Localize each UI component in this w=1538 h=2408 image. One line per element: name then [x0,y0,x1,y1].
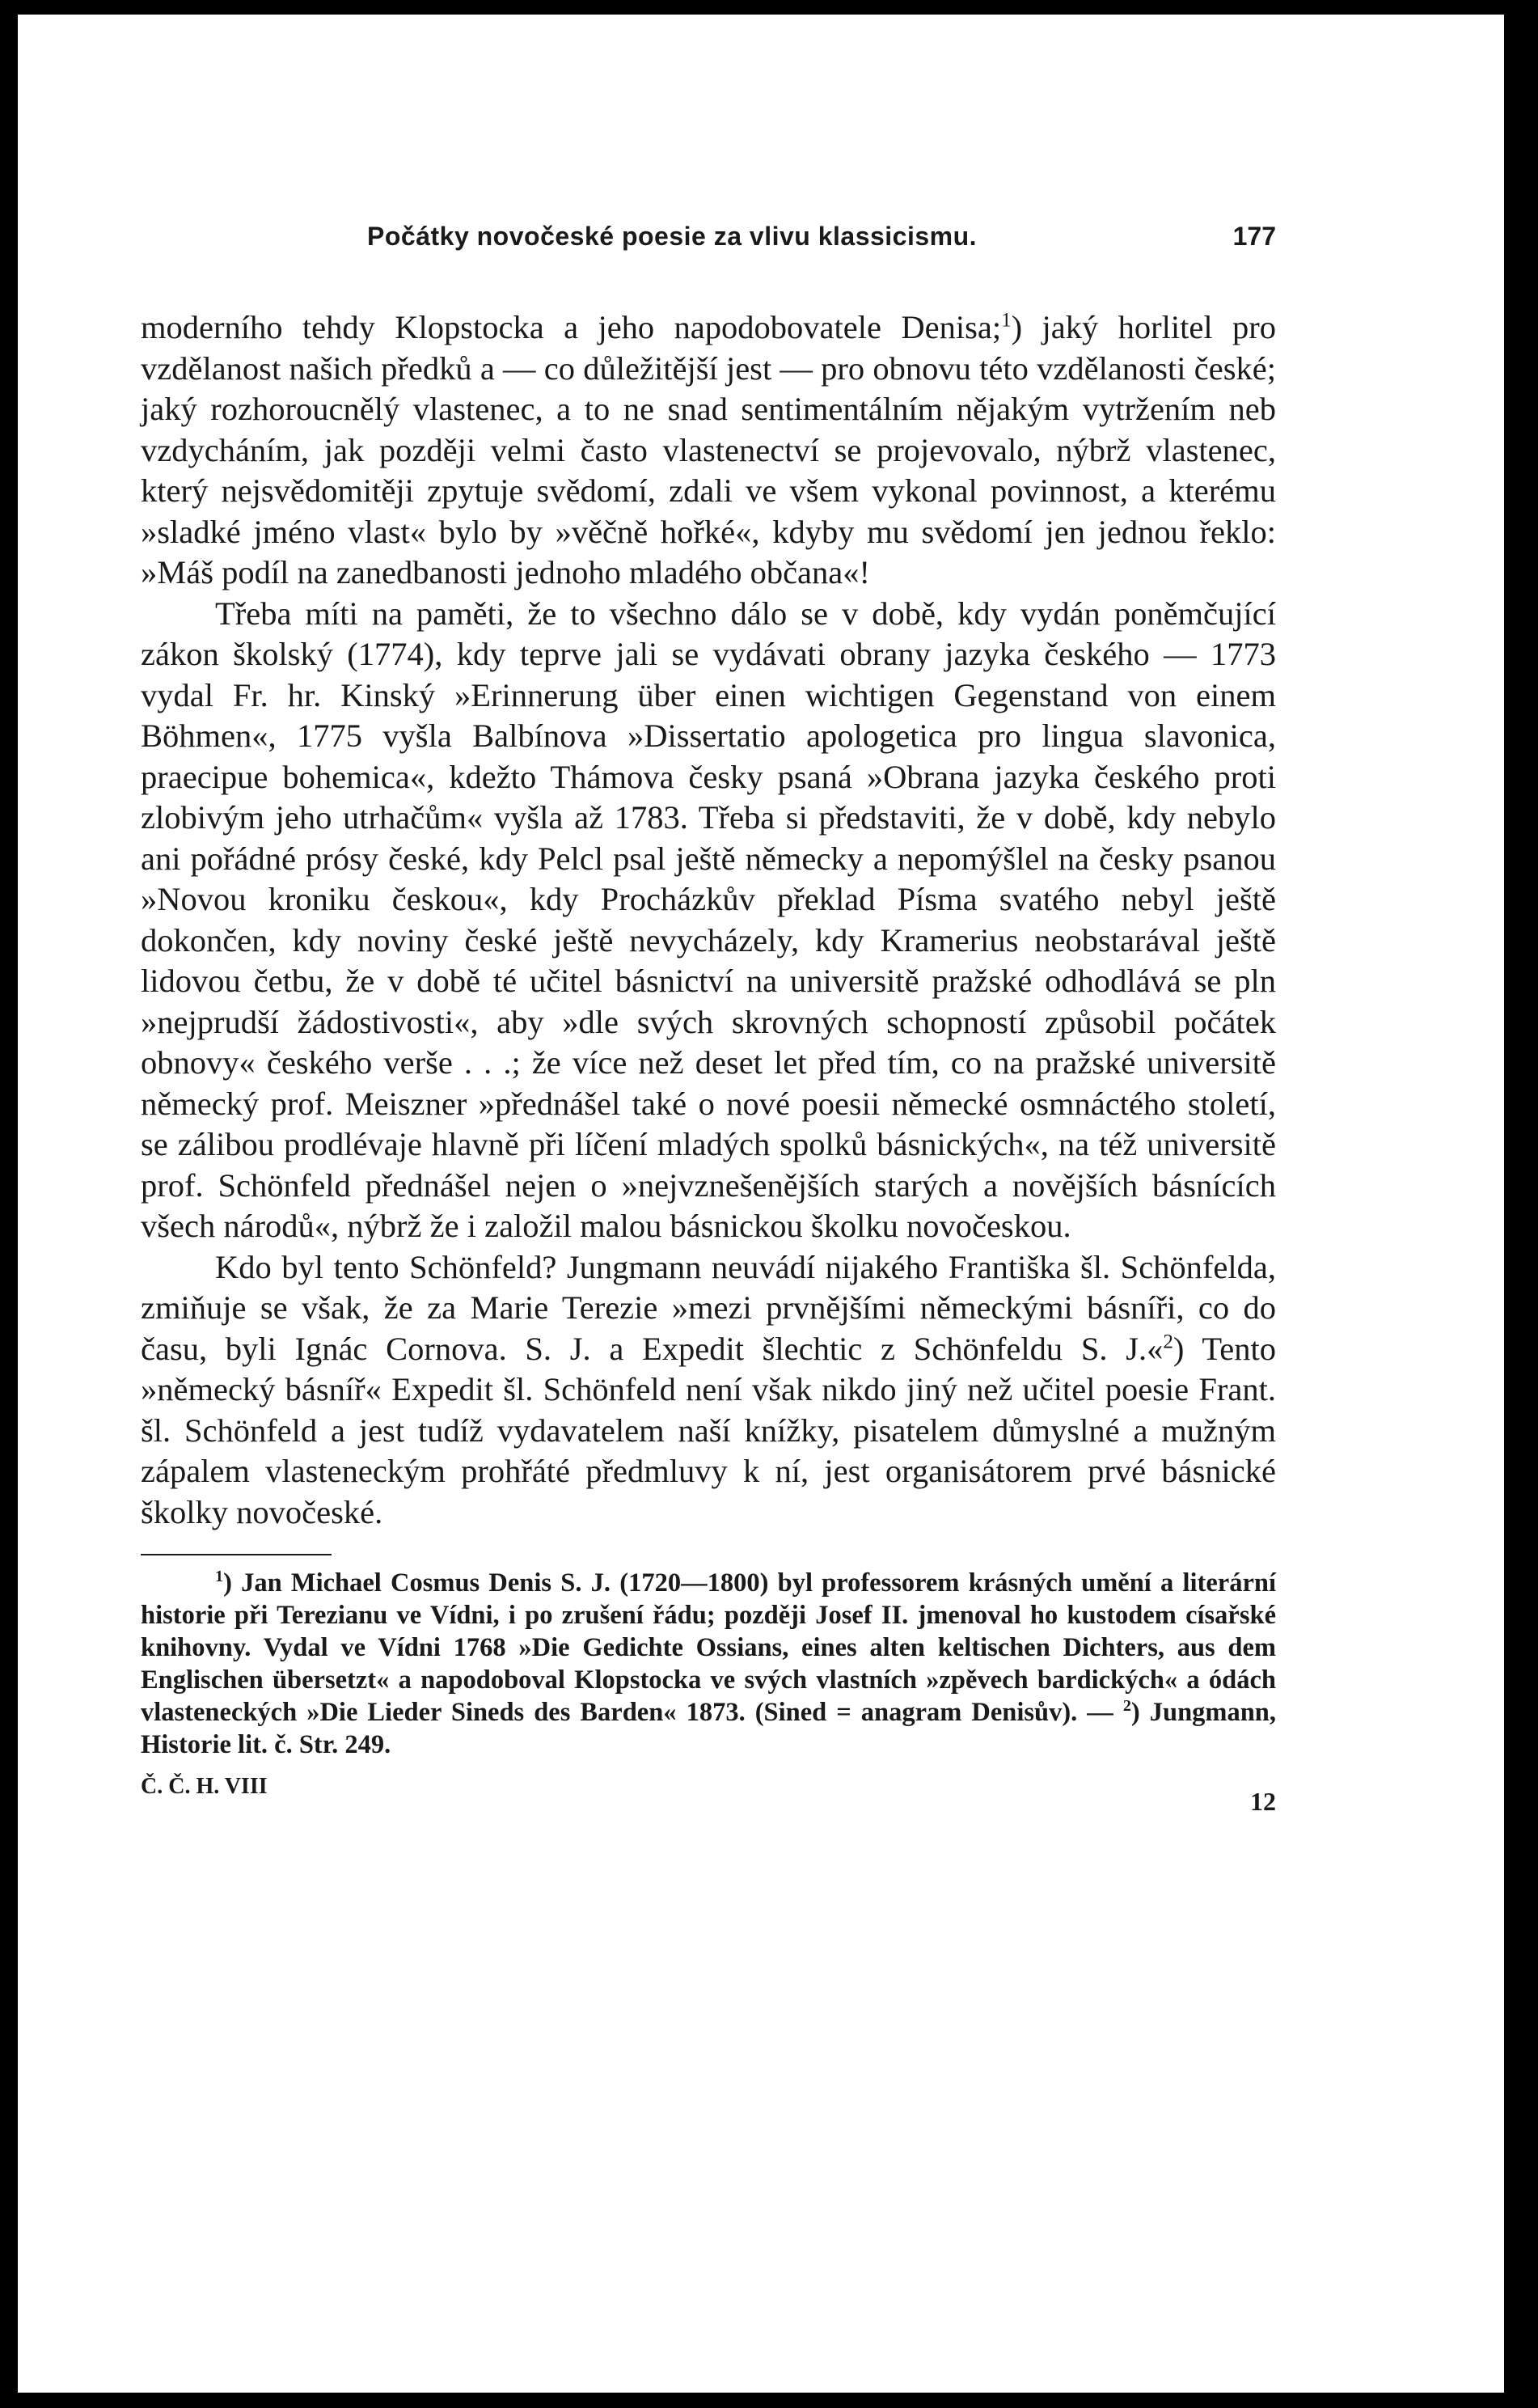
footnote-divider [141,1554,332,1555]
footnote-block [141,1567,1276,1761]
paragraph-1-text-a: moderního tehdy Klopstocka a jeho napodobovatele Denisa; [141,309,1002,345]
signature-line [141,1774,1276,1830]
footnote-2-mark: 2 [1122,1697,1131,1716]
paragraph-2: Třeba míti na paměti, že to všechno dálo se v době, kdy vydán poněmčující zákon školský (1774), kdy teprve jali se vydávati obrany jazyka českého — 1773 vydal Fr. hr. Kinský »Erinnerung über einen wichtigen Gegenstand von einem Böhmen«, 1775 vyšla Balbínova »Dissertatio apologetica pro lingua slavonica, praecipue bohemica«, kdežto Thámova česky psaná »Obrana jazyka českého proti zlobivým jeho utrhačům« vyšla až 1783. Třeba si představiti, že v době, kdy nebylo ani pořádné prósy české, kdy Pelcl psal ještě německy a nepomýšlel na česky psanou »Novou kroniku českou«, kdy Procházkův překlad Písma svatého nebyl ještě dokončen, kdy noviny české ještě nevycházely, kdy Kramerius neobstarával ještě lidovou četbu, že v době té učitel básnictví na universitě pražské odhodlává se pln »nejprudší žádostivosti«, aby »dle svých skrovných schopností způsobil počátek obnovy« českého verše . . .; že více než deset let před tím, co na pražské universitě německý prof. Meiszner »přednášel také o nové poesii německé osmnáctého století, se zálibou prodlévaje hlavně při líčení mladých spolků básnických«, na též universitě prof. Schönfeld přednášel nejen o »nejvznešenějších starých a novějších básnících všech národů«, nýbrž že i založil malou básnickou školku novočeskou. [141,595,1276,1244]
running-title: Počátky novočeské poesie za vlivu klassicismu. [367,222,978,251]
page-content [141,222,1276,1830]
paragraph-3-text-b: ) Tento »německý básníř« Expedit šl. Schönfeld není však nikdo jiný než učitel poesie Frant. šl. Schönfeld a jest tudíž vydavatelem naší knížky, pisatelem důmyslné a mužným zápalem vlasteneckým prohřáté předmluvy k ní, jest organisátorem prvé básnické školky novočeské. [141,1330,1276,1530]
paragraph-3 [141,1247,1276,1534]
paragraph-1-text-b: ) jaký horlitel pro vzdělanost našich předků a — co důležitější jest — pro obnovu této vzdělanosti české; jaký rozhoroucnělý vlastenec, a to ne snad sentimentálním nějakým vytržením neb vzdycháním, jak později velmi často vlastenectví se projevovalo, nýbrž vlastenec, který nejsvědomitěji zpytuje svědomí, zdali ve všem vykonal povinnost, a kterému »sladké jméno vlast« bylo by »věčně hořké«, kdyby mu svědomí jen jednou řeklo: »Máš podíl na zanedbanosti jednoho mladého občana«! [141,309,1276,590]
body-text [141,307,1276,1533]
printer-signature: Č. Č. H. VIII [141,1774,268,1799]
running-head [141,222,1276,270]
footnote-ref-2: 2 [1163,1331,1173,1352]
page-number: 177 [1232,222,1276,251]
footnotes [141,1567,1276,1761]
sheet-number: 12 [1250,1787,1276,1816]
paragraph-3-text-a: Kdo byl tento Schönfeld? Jungmann neuvádí nijakého Františka šl. Schönfelda, zmiňuje se však, že za Marie Terezie »mezi prvnějšími německými básníři, co do času, byli Ignác Cornova. S. J. a Expedit šlechtic z Schönfeldu S. J.« [141,1248,1276,1367]
footnote-1-mark: 1 [215,1568,224,1586]
paragraph-1 [141,307,1276,594]
footnote-ref-1: 1 [1001,309,1012,332]
footnote-2-text: ) Jungmann, Historie lit. č. Str. 249. [141,1698,1276,1759]
footnote-1-text: ) Jan Michael Cosmus Denis S. J. (1720—1800) byl professorem krásných umění a literární historie při Terezianu ve Vídni, i po zrušení řádu; později Josef II. jmenoval ho kustodem císařské knihovny. Vydal ve Vídni 1768 »Die Gedichte Ossians, eines alten keltischen Dichters, aus dem Englischen übersetzt« a napodoboval Klopstocka ve svých vlastních »zpěvech bardických« a ódách vlasteneckých »Die Lieder Sineds des Barden« 1873. (Sined = anagram Denisův). — [141,1568,1276,1727]
book-page [18,15,1504,2393]
